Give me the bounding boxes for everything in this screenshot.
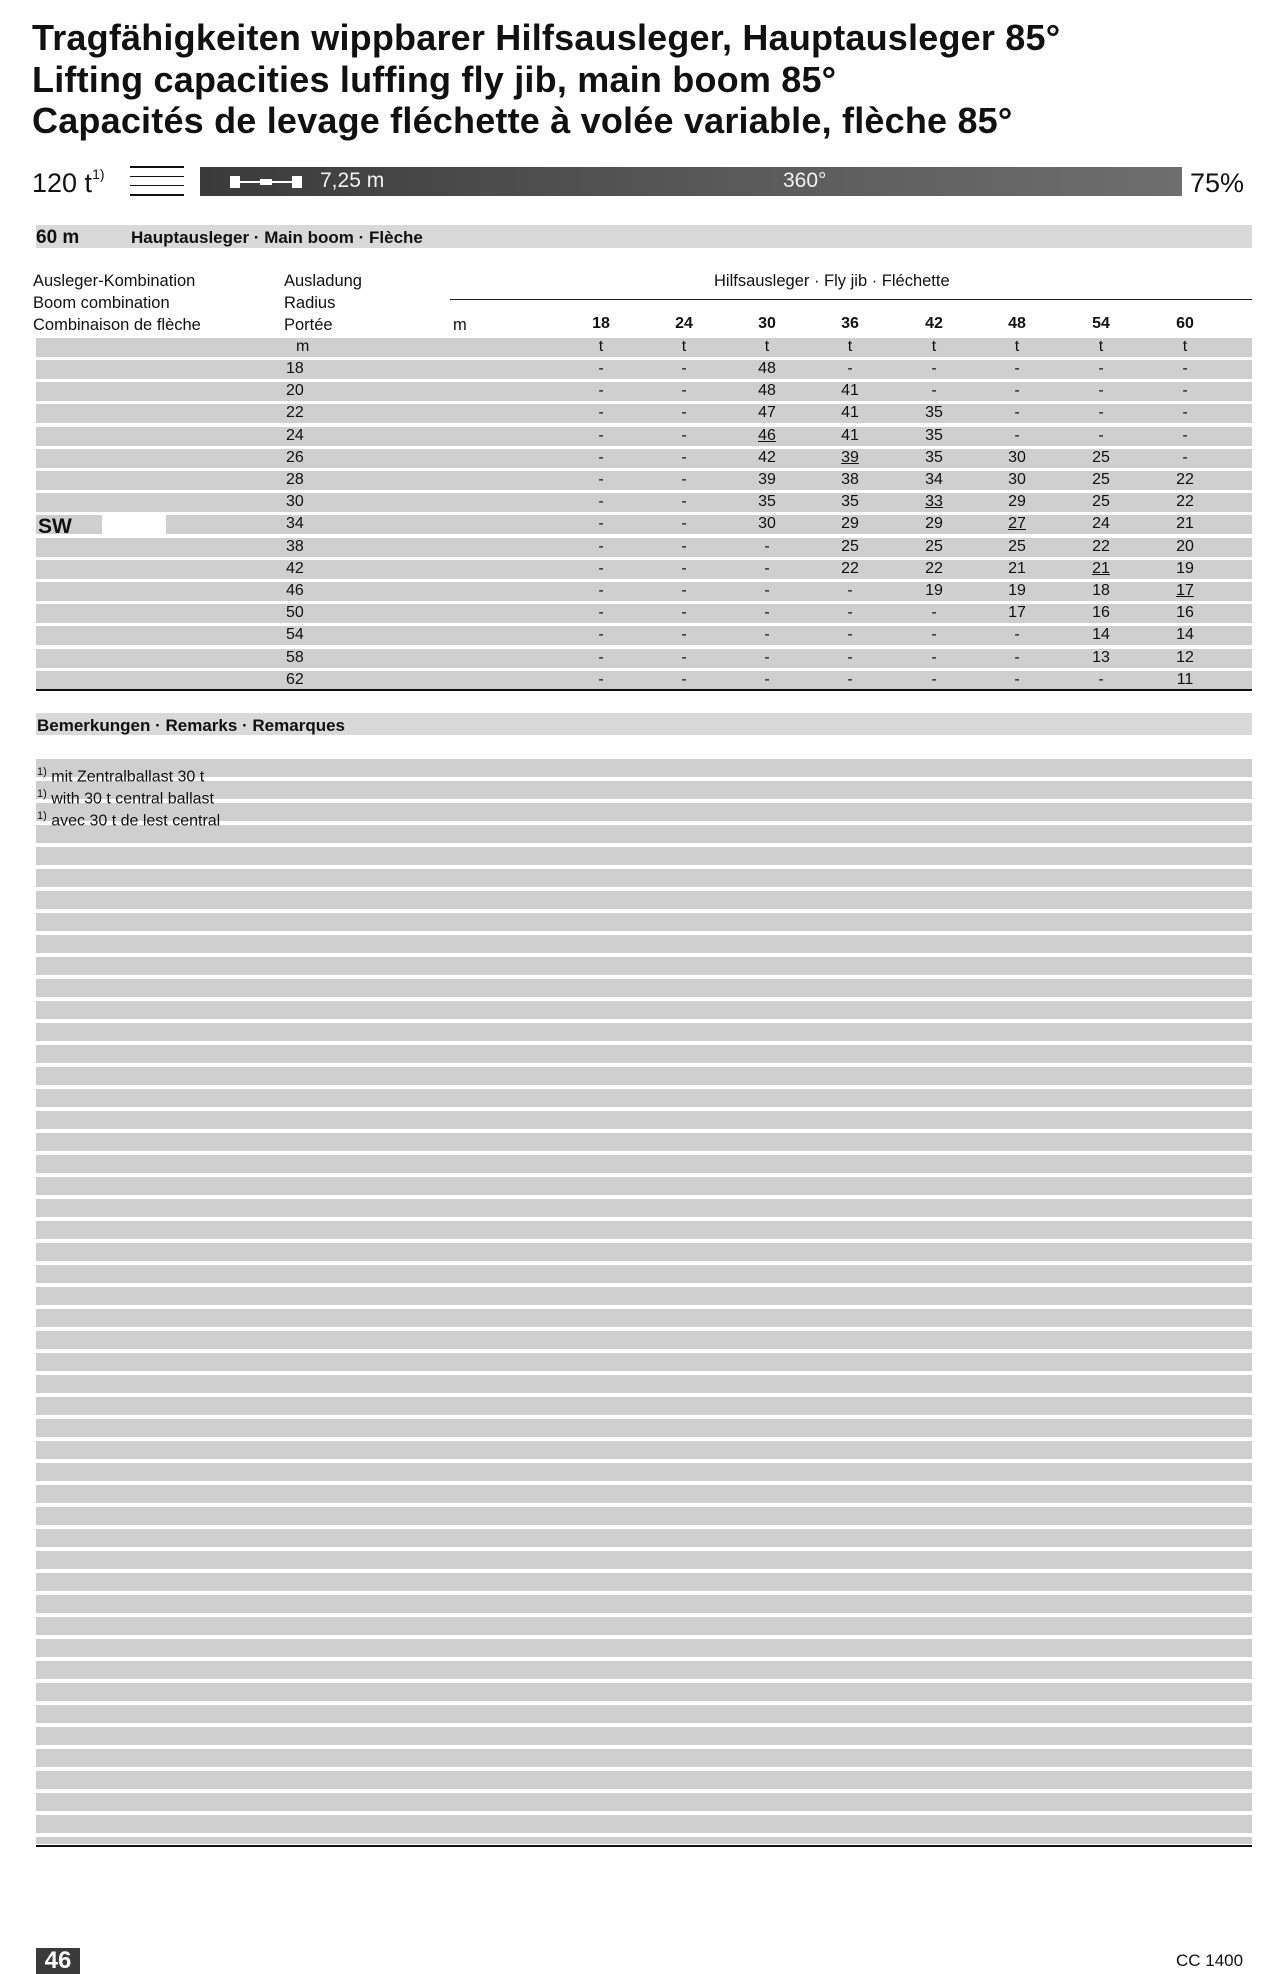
load-unit: t	[1182, 338, 1188, 355]
radius-cell: 50	[286, 604, 304, 622]
capacity-cell: -	[1014, 404, 1020, 422]
capacity-cell: -	[1014, 648, 1020, 666]
capacity-cell: 16	[1176, 604, 1194, 622]
remarks-title: Bemerkungen · Remarks · Remarques	[37, 716, 346, 735]
capacity-cell: -	[681, 471, 687, 488]
capacity-cell: 21	[1008, 559, 1026, 577]
capacity-cell: -	[681, 448, 687, 466]
title-french: Capacités de levage fléchette à volée variable, flèche 85°	[32, 100, 1013, 141]
page-number: 46	[36, 1948, 80, 1974]
outrigger-icon	[130, 166, 184, 196]
jib-length-24: 24	[675, 315, 693, 332]
capacity-cell: -	[598, 648, 604, 666]
capacity-cell: -	[847, 648, 853, 666]
table-bottom-rule	[36, 689, 1252, 691]
capacity-cell: -	[764, 559, 770, 577]
capacity-cell: -	[931, 670, 937, 688]
capacity-cell: -	[598, 670, 604, 688]
capacity-cell: -	[1098, 670, 1104, 688]
remark-line-english: $^{1)}$ with 30 t central ballast	[37, 788, 214, 808]
capacity-cell: 19	[1008, 582, 1026, 599]
capacity-cell: 35	[841, 493, 859, 511]
capacity-cell: -	[931, 382, 937, 400]
capacity-cell: -	[598, 515, 604, 533]
jib-length-48: 48	[1008, 315, 1026, 332]
table-row	[36, 427, 1252, 446]
radius-cell: 20	[286, 382, 304, 400]
capacity-cell: 47	[758, 404, 776, 422]
table-row	[36, 649, 1252, 668]
capacity-cell: -	[1098, 404, 1104, 422]
table-row	[36, 471, 1252, 490]
capacity-cell: -	[764, 604, 770, 622]
capacity-cell: -	[681, 648, 687, 666]
capacity-cell: 25	[1008, 537, 1026, 555]
radius-cell: 38	[286, 537, 304, 555]
capacity-cell: 25	[925, 537, 943, 555]
table-row	[36, 604, 1252, 623]
capacity-cell: 35	[925, 448, 943, 466]
capacity-cell: 35	[925, 404, 943, 422]
capacity-cell: -	[847, 604, 853, 622]
radius-cell: 46	[286, 582, 304, 599]
combination-header: Ausleger-Kombination Boom combination Combinaison de flèche	[33, 272, 201, 334]
capacity-cell: -	[931, 360, 937, 377]
capacity-cell: 38	[841, 471, 859, 488]
capacity-cell: -	[764, 648, 770, 666]
capacity-cell: 33	[925, 493, 943, 511]
capacity-cell: -	[598, 626, 604, 644]
capacity-cell: 13	[1092, 648, 1110, 666]
capacity-cell: 42	[758, 448, 776, 466]
capacity-cell: 21	[1176, 515, 1194, 533]
capacity-cell: 22	[841, 559, 859, 577]
radius-cell: 18	[286, 360, 304, 377]
radius-unit: m	[296, 338, 310, 355]
capacity-cell: 25	[1092, 493, 1110, 511]
capacity-cell: 30	[1008, 471, 1026, 488]
capacity-cell: 11	[1176, 670, 1194, 688]
capacity-cell: 35	[925, 426, 943, 444]
radius-cell: 28	[286, 471, 304, 488]
capacity-cell: -	[681, 515, 687, 533]
capacity-cell: 14	[1092, 626, 1110, 644]
capacity-cell: -	[847, 626, 853, 644]
radius-cell: 24	[286, 426, 304, 444]
capacity-cell: -	[847, 360, 853, 377]
capacity-cell: -	[681, 537, 687, 555]
load-unit: t	[598, 338, 604, 355]
capacity-cell: 27	[1008, 515, 1026, 533]
jib-unit-label: m	[453, 316, 467, 334]
capacity-cell: 34	[925, 471, 943, 488]
remark-line-french: $^{1)}$ avec 30 t de lest central	[37, 810, 221, 830]
capacity-cell: 29	[925, 515, 943, 533]
capacity-cell: 21	[1092, 559, 1110, 577]
capacity-cell: -	[931, 648, 937, 666]
main-boom-length: 60 m	[36, 227, 80, 248]
header-rule	[450, 299, 1252, 300]
load-unit: t	[681, 338, 687, 355]
capacity-cell: -	[681, 493, 687, 511]
capacity-cell: 48	[758, 360, 776, 377]
capacity-cell: -	[847, 582, 853, 599]
capacity-cell: -	[598, 404, 604, 422]
capacity-cell: -	[1182, 448, 1188, 466]
capacity-cell: -	[1182, 404, 1188, 422]
capacity-cell: -	[598, 426, 604, 444]
capacity-cell: -	[598, 604, 604, 622]
remarks-bottom-rule	[36, 1845, 1252, 1847]
capacity-cell: -	[1014, 670, 1020, 688]
table-row	[36, 560, 1252, 579]
capacity-cell: -	[1182, 360, 1188, 377]
capacity-cell: 19	[1176, 559, 1194, 577]
table-row	[36, 382, 1252, 401]
capacity-cell: 22	[1176, 471, 1194, 488]
capacity-cell: -	[1014, 626, 1020, 644]
table-row	[36, 493, 1252, 512]
capacity-cell: 41	[841, 404, 859, 422]
capacity-cell: -	[1182, 426, 1188, 444]
capacity-cell: 29	[1008, 493, 1026, 511]
capacity-cell: -	[1098, 426, 1104, 444]
jib-length-54: 54	[1092, 315, 1110, 332]
capacity-cell: 24	[1092, 515, 1110, 533]
capacity-cell: -	[598, 471, 604, 488]
capacity-cell: 48	[758, 382, 776, 400]
capacity-cell: 22	[1092, 537, 1110, 555]
capacity-cell: 18	[1092, 582, 1110, 599]
capacity-cell: -	[847, 670, 853, 688]
capacity-cell: 12	[1176, 648, 1194, 666]
capacity-cell: 29	[841, 515, 859, 533]
capacity-cell: 39	[758, 471, 776, 488]
table-row	[36, 360, 1252, 379]
radius-cell: 42	[286, 559, 304, 577]
capacity-cell: -	[681, 582, 687, 599]
capacity-cell: -	[598, 382, 604, 400]
radius-cell: 54	[286, 626, 304, 644]
capacity-cell: 22	[925, 559, 943, 577]
capacity-cell: -	[681, 426, 687, 444]
capacity-cell: -	[598, 537, 604, 555]
capacity-cell: 30	[758, 515, 776, 533]
capacity-cell: -	[598, 493, 604, 511]
load-unit: t	[847, 338, 853, 355]
jib-length-60: 60	[1176, 315, 1194, 332]
capacity-cell: -	[681, 360, 687, 377]
capacity-cell: -	[681, 559, 687, 577]
capacity-cell: -	[1014, 360, 1020, 377]
crane-model: CC 1400	[1176, 1951, 1244, 1970]
capacity-cell: 16	[1092, 604, 1110, 622]
capacity-cell: -	[681, 404, 687, 422]
load-unit: t	[764, 338, 770, 355]
capacity-cell: -	[598, 360, 604, 377]
radius-cell: 22	[286, 404, 304, 422]
slewing-range: 360°	[783, 169, 827, 192]
capacity-cell: 25	[841, 537, 859, 555]
table-row	[36, 538, 1252, 557]
capacity-cell: 39	[841, 448, 859, 466]
capacity-cell: 30	[1008, 448, 1026, 466]
capacity-cell: 41	[841, 382, 859, 400]
combination-label: SW	[38, 515, 72, 538]
track-width: 7,25 m	[320, 169, 385, 192]
main-boom-label: Hauptausleger · Main boom · Flèche	[131, 228, 423, 247]
capacity-cell: 20	[1176, 537, 1194, 555]
capacity-cell: -	[681, 626, 687, 644]
capacity-cell: -	[1014, 382, 1020, 400]
title-german: Tragfähigkeiten wippbarer Hilfsausleger, Hauptausleger 85°	[32, 17, 1061, 58]
capacity-cell: -	[681, 382, 687, 400]
capacity-cell: -	[1098, 360, 1104, 377]
capacity-cell: -	[764, 582, 770, 599]
capacity-cell: -	[931, 604, 937, 622]
fly-jib-header: Hilfsausleger · Fly jib · Fléchette	[714, 272, 950, 290]
radius-cell: 58	[286, 648, 304, 666]
capacity-cell: 22	[1176, 493, 1194, 511]
table-row	[36, 582, 1252, 601]
ballast-weight: 120 $t^{1)}$	[32, 166, 105, 198]
stability-percentage: 75%	[1190, 168, 1245, 198]
table-row	[36, 449, 1252, 468]
table-row	[36, 671, 1252, 690]
capacity-cell: 25	[1092, 471, 1110, 488]
units-row	[36, 338, 1252, 357]
capacity-cell: -	[598, 559, 604, 577]
radius-cell: 26	[286, 448, 304, 466]
table-row	[36, 515, 1252, 534]
radius-header: Ausladung Radius Portée	[284, 272, 362, 334]
capacity-cell: -	[681, 670, 687, 688]
remark-line-german: $^{1)}$ mit Zentralballast 30 t	[37, 766, 205, 786]
radius-cell: 34	[286, 515, 304, 533]
title-english: Lifting capacities luffing fly jib, main boom 85°	[32, 59, 837, 100]
capacity-cell: 41	[841, 426, 859, 444]
load-unit: t	[931, 338, 937, 355]
table-row	[36, 626, 1252, 645]
capacity-cell: -	[764, 626, 770, 644]
capacity-cell: -	[598, 582, 604, 599]
capacity-cell: 14	[1176, 626, 1194, 644]
combination-label-box	[102, 514, 166, 536]
capacity-cell: 17	[1176, 582, 1194, 599]
remarks-lined-area	[36, 759, 1252, 1844]
capacity-cell: 35	[758, 493, 776, 511]
table-row	[36, 404, 1252, 423]
jib-length-42: 42	[925, 315, 943, 332]
radius-cell: 30	[286, 493, 304, 511]
capacity-cell: 46	[758, 426, 776, 444]
capacity-cell: 19	[925, 582, 943, 599]
capacity-cell: -	[764, 537, 770, 555]
capacity-cell: 17	[1008, 604, 1026, 622]
crawler-track-icon	[230, 176, 302, 188]
capacity-cell: -	[764, 670, 770, 688]
jib-length-30: 30	[758, 315, 776, 332]
load-unit: t	[1098, 338, 1104, 355]
capacity-cell: -	[598, 448, 604, 466]
radius-cell: 62	[286, 670, 304, 688]
capacity-cell: -	[681, 604, 687, 622]
load-unit: t	[1014, 338, 1020, 355]
jib-length-18: 18	[592, 315, 610, 332]
jib-length-36: 36	[841, 315, 859, 332]
capacity-cell: -	[1098, 382, 1104, 400]
capacity-cell: -	[1182, 382, 1188, 400]
capacity-cell: -	[1014, 426, 1020, 444]
capacity-cell: 25	[1092, 448, 1110, 466]
capacity-cell: -	[931, 626, 937, 644]
